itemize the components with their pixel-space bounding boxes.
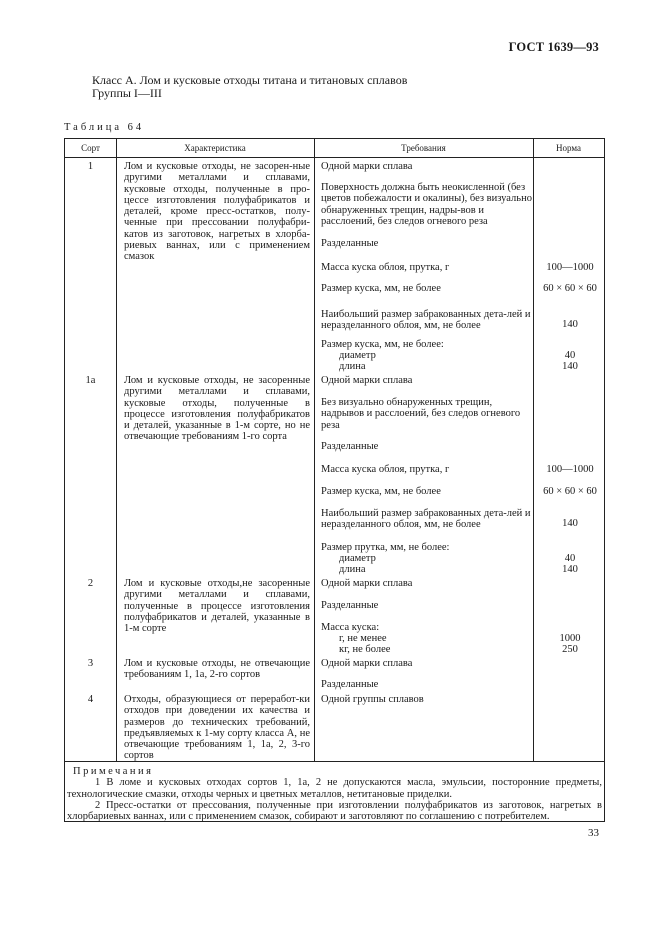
row-sort: 2 — [87, 578, 94, 589]
requirement-sub: диаметр — [339, 553, 376, 564]
row-sort: 3 — [87, 658, 94, 669]
requirement: Масса куска облоя, прутка, г — [321, 464, 450, 475]
col-header-characteristic: Характеристика — [184, 143, 246, 153]
page-number: 33 — [588, 827, 599, 839]
header-divider — [65, 157, 604, 158]
note-item: 1 В ломе и кусковых отходах сортов 1, 1а, 2 не допускаются масла, эмульсии, посторонние предметы, технологические смазки, отходы черных и цветных металлов, нетитановые приделки. — [67, 777, 602, 800]
requirements-table — [64, 138, 605, 822]
requirement-sub: диаметр — [339, 350, 376, 361]
requirement: Одной марки сплава — [321, 658, 413, 669]
norm-value: 140 — [562, 518, 578, 529]
requirement: Размер прутка, мм, не более: — [321, 542, 450, 553]
col-header-norm: Норма — [556, 143, 581, 153]
requirement: Наибольший размер забракованных дета-лей и неразделанного облоя, мм, не более — [321, 508, 531, 531]
groups-title: Группы I—III — [92, 86, 162, 100]
requirement: Размер куска, мм, не более — [321, 283, 441, 294]
requirement: Разделанные — [321, 238, 379, 249]
column-divider — [533, 139, 534, 761]
class-title: Класс А. Лом и кусковые отходы титана и титановых сплавов — [92, 73, 408, 87]
section-title-block — [92, 74, 407, 100]
requirement: Разделанные — [321, 600, 379, 611]
requirement-sub: кг, не более — [339, 644, 391, 655]
requirement: Размер куска, мм, не более: — [321, 339, 444, 350]
norm-value: 140 — [562, 361, 578, 372]
requirement-sub: длина — [339, 564, 366, 575]
row-sort: 4 — [87, 694, 94, 705]
norm-value: 60 × 60 × 60 — [543, 486, 597, 497]
norm-value: 250 — [562, 644, 578, 655]
row-characteristic: Лом и кусковые отходы, не отвечающие требованиям 1, 1а, 2-го сортов — [124, 658, 310, 681]
requirement: Наибольший размер забракованных дета-лей и неразделанного облоя, мм, не более — [321, 309, 531, 332]
requirement: Без визуально обнаруженных трещин, надрывов и расслоений, без следов огневого реза — [321, 397, 521, 431]
norm-value: 140 — [562, 319, 578, 330]
requirement: Одной марки сплава — [321, 375, 413, 386]
row-characteristic: Лом и кусковые отходы, не засоренные другими металлами и сплавами, кусковые отходы, полученные в процессе изготовления полуфабрикатов и деталей, указанные в 1-м сорте, но не отвечающие требованиям 1-го сорта — [124, 375, 310, 443]
col-header-sort: Сорт — [81, 143, 100, 153]
column-divider — [314, 139, 315, 761]
requirement: Одной марки сплава — [321, 161, 413, 172]
requirement: Масса куска: — [321, 622, 380, 633]
norm-value: 140 — [562, 564, 578, 575]
norm-value: 100—1000 — [546, 464, 594, 475]
requirement: Поверхность должна быть неокисленной (без цветов побежалости и окалины), без визуально обнаруженных трещин, надры-вов и расслоений, без следов огневого реза — [321, 182, 532, 227]
row-characteristic: Лом и кусковые отходы,не засоренные другими металлами и сплавами, полученные в процессе изготовления полуфабрикатов и деталей, указанные в 1-м сорте — [124, 578, 310, 635]
document-standard-header: ГОСТ 1639—93 — [508, 40, 599, 54]
requirement: Одной марки сплава — [321, 578, 413, 589]
requirement: Масса куска облоя, прутка, г — [321, 262, 450, 273]
row-sort: 1а — [85, 375, 96, 386]
norm-value: 40 — [564, 553, 576, 564]
row-sort: 1 — [87, 161, 94, 172]
notes-title: Примечания — [73, 766, 154, 777]
notes-section — [67, 766, 602, 822]
column-divider — [116, 139, 117, 761]
norm-value: 100—1000 — [546, 262, 594, 273]
requirement: Разделанные — [321, 679, 379, 690]
norm-value: 1000 — [559, 633, 581, 644]
requirement-sub: длина — [339, 361, 366, 372]
row-characteristic: Отходы, образующиеся от переработ-ки отходов при доведении их качества и размеров до технических требований, предъявляемых к 1-му сорту класса А, не отвечающие требованиям 1, 1а, 2, 3-го сортов — [124, 694, 310, 762]
requirement-sub: г, не менее — [339, 633, 387, 644]
table-label: Таблица 64 — [64, 122, 145, 133]
norm-value: 40 — [564, 350, 576, 361]
norm-value: 60 × 60 × 60 — [543, 283, 597, 294]
requirement: Размер куска, мм, не более — [321, 486, 441, 497]
col-header-requirements: Требования — [401, 143, 446, 153]
note-item: 2 Пресс-остатки от прессования, полученные при изготовлении полуфабрикатов из заготовок, нагретых в хлорбариевых ваннах, или с применением смазок, собирают и заготовляют по соглашению с потребителем. — [67, 799, 602, 823]
requirement: Разделанные — [321, 441, 379, 452]
row-characteristic: Лом и кусковые отходы, не засорен-ные другими металлами и сплавами, кусковые отходы, полученные в про-цессе изготовления полуфабрикатов и деталей, кроме пресс-остатков, полу-ченные при прессовании полуфабри-катов из заготовок, нагретых в хлорба-риевых ваннах, или с применением смазок — [124, 161, 310, 263]
requirement: Одной группы сплавов — [321, 694, 424, 705]
